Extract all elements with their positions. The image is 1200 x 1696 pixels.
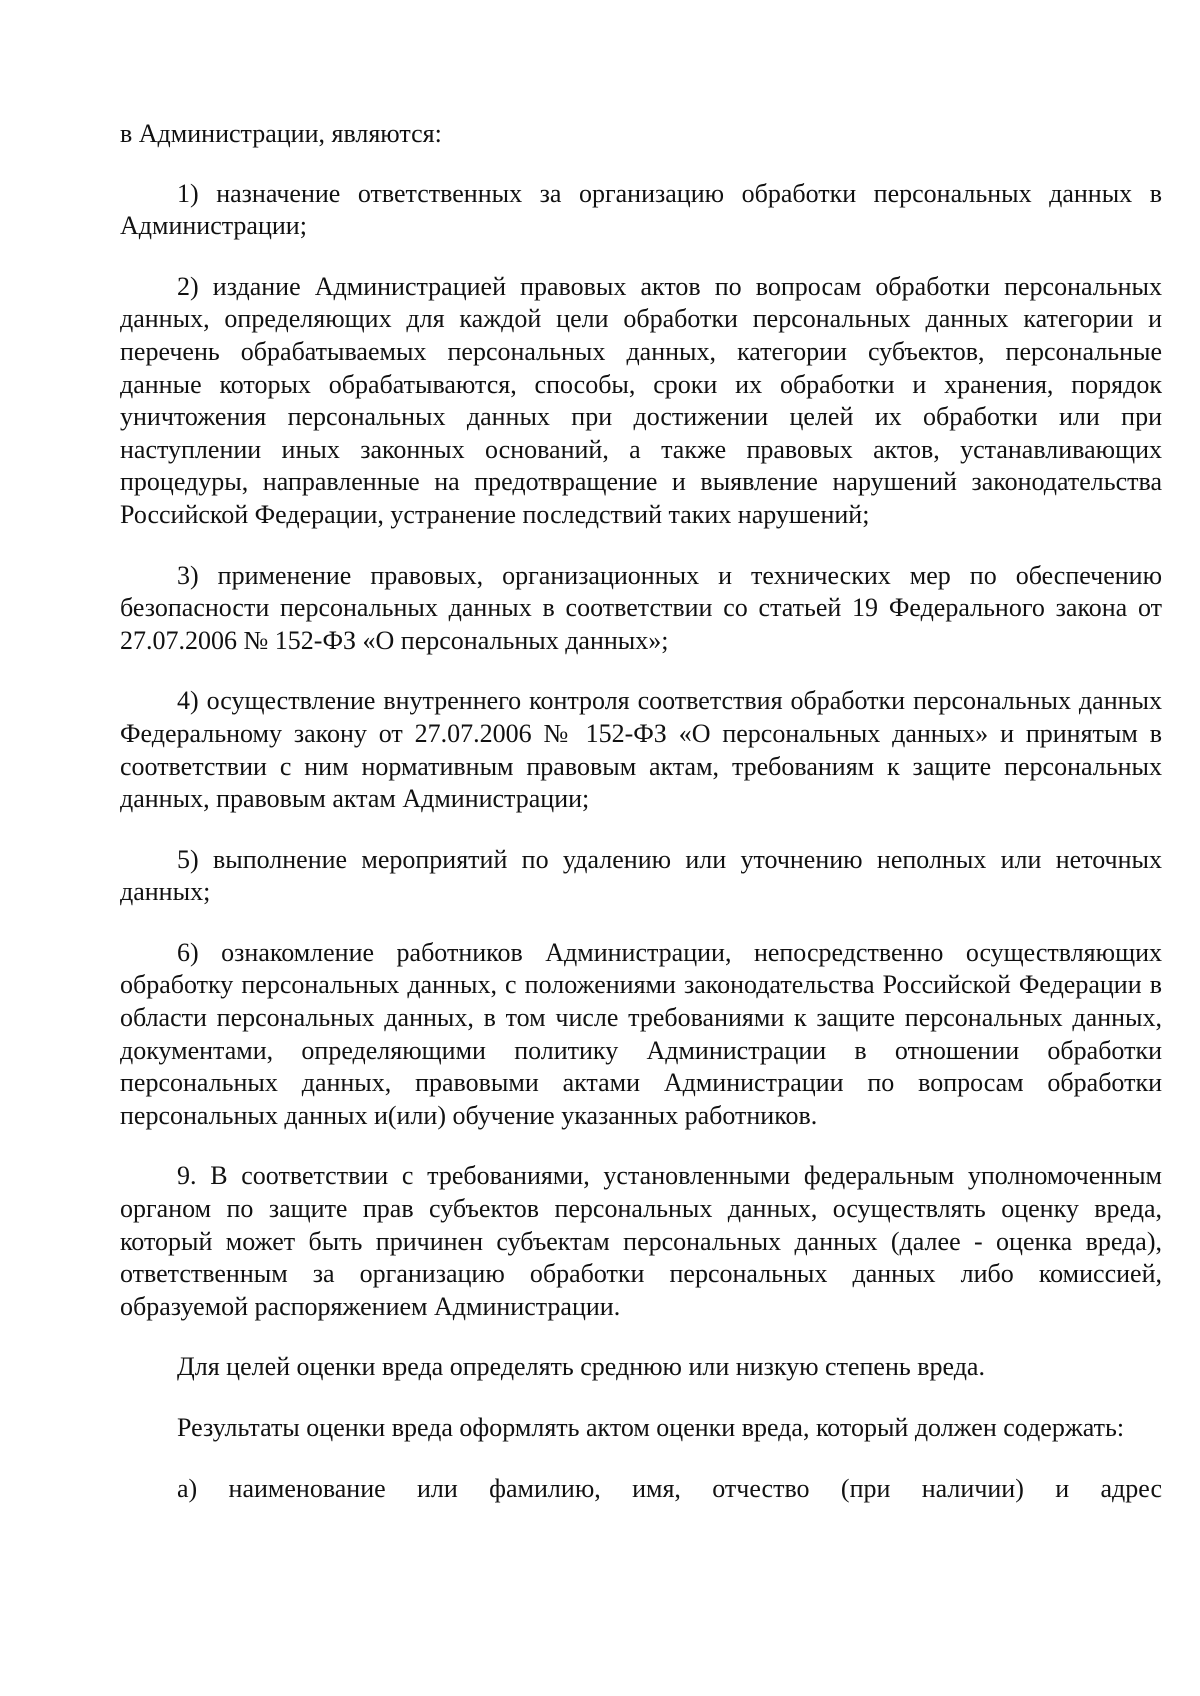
paragraph-item-a: а) наименование или фамилию, имя, отчество (при наличии) и адрес xyxy=(177,1473,1162,1503)
paragraph-item-1: 1) назначение ответственных за организацию обработки персональных данных в Администрации; xyxy=(120,178,1162,241)
paragraph-item-5: 5) выполнение мероприятий по удалению или уточнению неполных или неточных данных; xyxy=(120,844,1162,907)
paragraph-clause-9: 9. В соответствии с требованиями, установленными федеральным уполномоченным органом по защите прав субъектов персональных данных, осуществлять оценку вреда, который может быть причинен субъектам персональных данных (далее - оценка вреда), ответственным за организацию обработки персональных данных либо комиссией, образуемой распоряжением Администрации. xyxy=(120,1161,1162,1321)
paragraph-harm-act: Результаты оценки вреда оформлять актом оценки вреда, который должен содержать: xyxy=(177,1413,1125,1442)
paragraph-intro: в Администрации, являются: xyxy=(120,119,442,148)
paragraph-item-4: 4) осуществление внутреннего контроля соответствия обработки персональных данных Федеральному закону от 27.07.2006 № 152-ФЗ «О персональных данных» и принятым в соответствии с ним нормативным правовым актам, требованиям к защите персональных данных, правовым актам Администрации; xyxy=(120,686,1162,814)
paragraph-harm-degree: Для целей оценки вреда определять среднюю или низкую степень вреда. xyxy=(177,1352,985,1382)
paragraph-item-6: 6) ознакомление работников Администрации, непосредственно осуществляющих обработку персональных данных, с положениями законодательства Российской Федерации в области персональных данных, в том числе требованиями к защите персональных данных, документами, определяющими политику Администрации в отношении обработки персональных данных, правовыми актами Администрации по вопросам обработки персональных данных и(или) обучение указанных работников. xyxy=(120,937,1162,1130)
document-body xyxy=(120,118,1162,1533)
paragraph-item-3: 3) применение правовых, организационных и технических мер по обеспечению безопасности персональных данных в соответствии со статьей 19 Федерального закона от 27.07.2006 № 152-ФЗ «О персональных данных»; xyxy=(120,560,1162,655)
paragraph-item-2: 2) издание Администрацией правовых актов по вопросам обработки персональных данных, определяющих для каждой цели обработки персональных данных категории и перечень обрабатываемых персональных данных, категории субъектов, персональные данные которых обрабатываются, способы, сроки их обработки и хранения, порядок уничтожения персональных данных при достижении целей их обработки или при наступлении иных законных оснований, а также правовых актов, устанавливающих процедуры, направленные на предотвращение и выявление нарушений законодательства Российской Федерации, устранение последствий таких нарушений; xyxy=(120,271,1162,529)
